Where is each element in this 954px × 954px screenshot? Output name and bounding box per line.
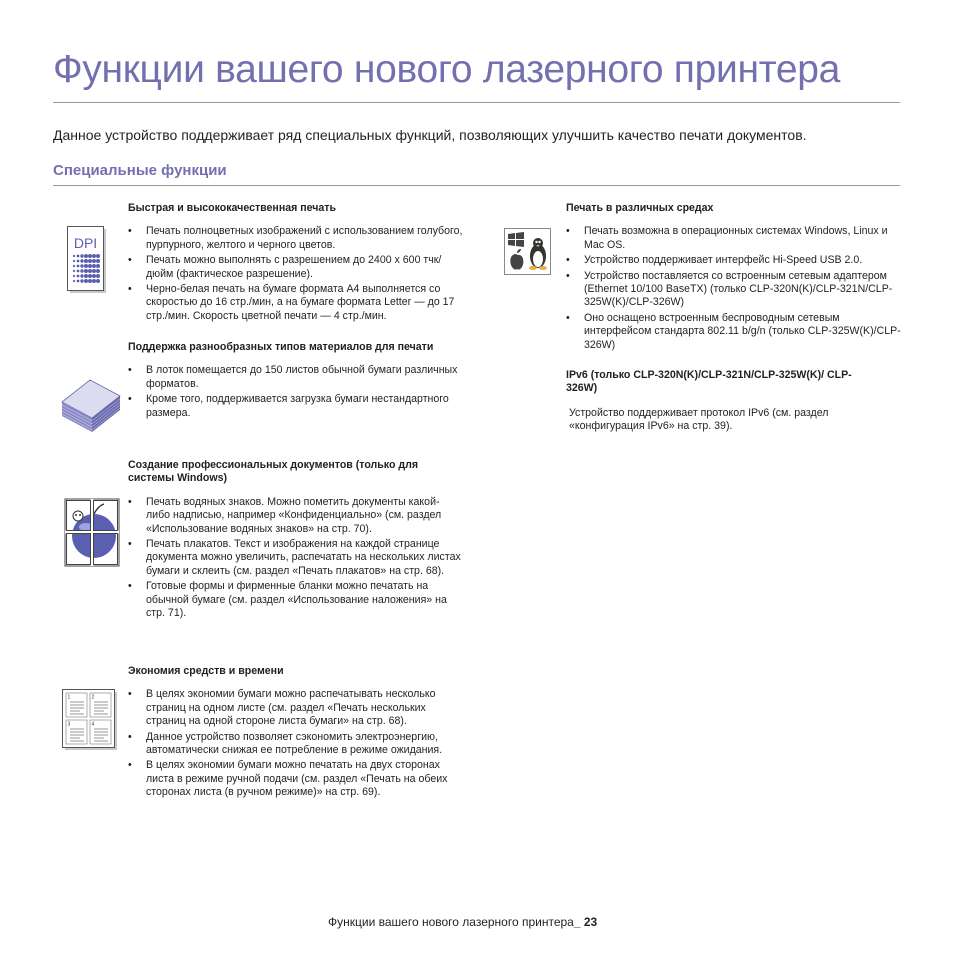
feature-text: Устройство поддерживает протокол IPv6 (см. раздел «конфигурация IPv6» на стр. 39).	[569, 406, 829, 433]
dpi-icon-label: DPI	[73, 235, 98, 251]
feature-heading: Экономия средств и времени	[128, 665, 284, 677]
footer-text: Функции вашего нового лазерного принтера	[328, 915, 574, 929]
feature-dpi	[128, 202, 463, 325]
feature-environments	[566, 202, 901, 354]
feature-list	[128, 364, 463, 420]
paper-stack-icon	[60, 378, 122, 438]
list-item: • В лоток помещается до 150 листов обычной бумаги различных форматов.	[128, 364, 463, 391]
feature-heading: Быстрая и высококачественная печать	[128, 202, 337, 214]
feature-list	[128, 496, 463, 621]
feature-list	[566, 225, 901, 352]
title-divider	[53, 102, 900, 103]
page-number: _ 23	[573, 915, 598, 929]
feature-list	[128, 688, 463, 799]
feature-heading: Печать в различных средах	[566, 202, 714, 214]
list-item: • Кроме того, поддерживается загрузка бумаги нестандартного размера.	[128, 393, 463, 420]
list-item: • Печать водяных знаков. Можно пометить документы какой-либо надписью, например «Конфиденциально» (см. раздел «Использование водяных знаков» на стр. 70).	[128, 496, 463, 536]
list-item: • Данное устройство позволяет сэкономить электроэнергию, автоматически снижая ее потребление в режиме ожидания.	[128, 731, 463, 758]
page-number-label: 3	[67, 721, 71, 728]
os-icon	[504, 228, 552, 281]
list-item: • Печать полноцветных изображений с использованием голубого, пурпурного, желтого и черного цветов.	[128, 225, 463, 252]
list-item: • Устройство поставляется со встроенным сетевым адаптером (Ethernet 10/100 BaseTX) (только CLP-320N(K)/CLP-321N/CLP-325W(K)/CLP-326W)	[566, 270, 901, 310]
list-item: • Печать можно выполнять с разрешением до 2400 x 600 тчк/дюйм (фактическое разрешение).	[128, 254, 463, 281]
page-footer	[328, 915, 597, 929]
feature-documents	[128, 459, 463, 622]
page-title: Функции вашего нового лазерного принтера	[53, 48, 841, 91]
page-number-label: 1	[67, 694, 71, 701]
feature-heading: Создание профессиональных документов (только для системы Windows)	[128, 459, 419, 485]
list-item: • Печать плакатов. Текст и изображения на каждой странице документа можно увеличить, распечатать на нескольких листах бумаги и склеить (см. раздел «Печать плакатов» на стр. 68).	[128, 538, 463, 578]
intro-text: Данное устройство поддерживает ряд специальных функций, позволяющих улучшить качество печати документов.	[53, 127, 807, 143]
section-divider	[53, 185, 900, 186]
feature-economy	[128, 665, 463, 802]
feature-ipv6	[566, 369, 866, 434]
feature-heading: IPv6 (только CLP-320N(K)/CLP-321N/CLP-325W(K)/ CLP-326W)	[566, 369, 852, 395]
poster-icon	[64, 498, 120, 573]
list-item: • Устройство поддерживает интерфейс Hi-Speed USB 2.0.	[566, 254, 901, 267]
page-number-label: 4	[91, 721, 95, 728]
page-number-label: 2	[91, 694, 95, 701]
list-item: • В целях экономии бумаги можно печатать на двух сторонах листа в режиме ручной подачи (см. раздел «Печать на обеих сторонах листа (в ручном режиме)» на стр. 69).	[128, 759, 463, 799]
multi-page-icon	[62, 689, 118, 756]
feature-media	[128, 341, 463, 422]
list-item: • Оно оснащено встроенным беспроводным сетевым интерфейсом стандарта 802.11 b/g/n (только CLP-325W(K)/CLP-326W)	[566, 312, 901, 352]
list-item: • Печать возможна в операционных системах Windows, Linux и Mac OS.	[566, 225, 901, 252]
section-title: Специальные функции	[53, 162, 227, 179]
list-item: • Готовые формы и фирменные бланки можно печатать на обычной бумаге (см. раздел «Использование наложения» на стр. 71).	[128, 580, 463, 620]
list-item: • Черно-белая печать на бумаге формата A4 выполняется со скоростью до 16 стр./мин, а на бумаге формата Letter — до 17 стр./мин. Скорость цветной печати — 4 стр./мин.	[128, 283, 463, 323]
dpi-icon	[67, 226, 107, 299]
feature-list	[128, 225, 463, 323]
list-item: • В целях экономии бумаги можно распечатывать несколько страниц на одном листе (см. раздел «Печать нескольких страниц на одной стороне листа бумаги» на стр. 68).	[128, 688, 463, 728]
feature-heading: Поддержка разнообразных типов материалов для печати	[128, 341, 434, 353]
